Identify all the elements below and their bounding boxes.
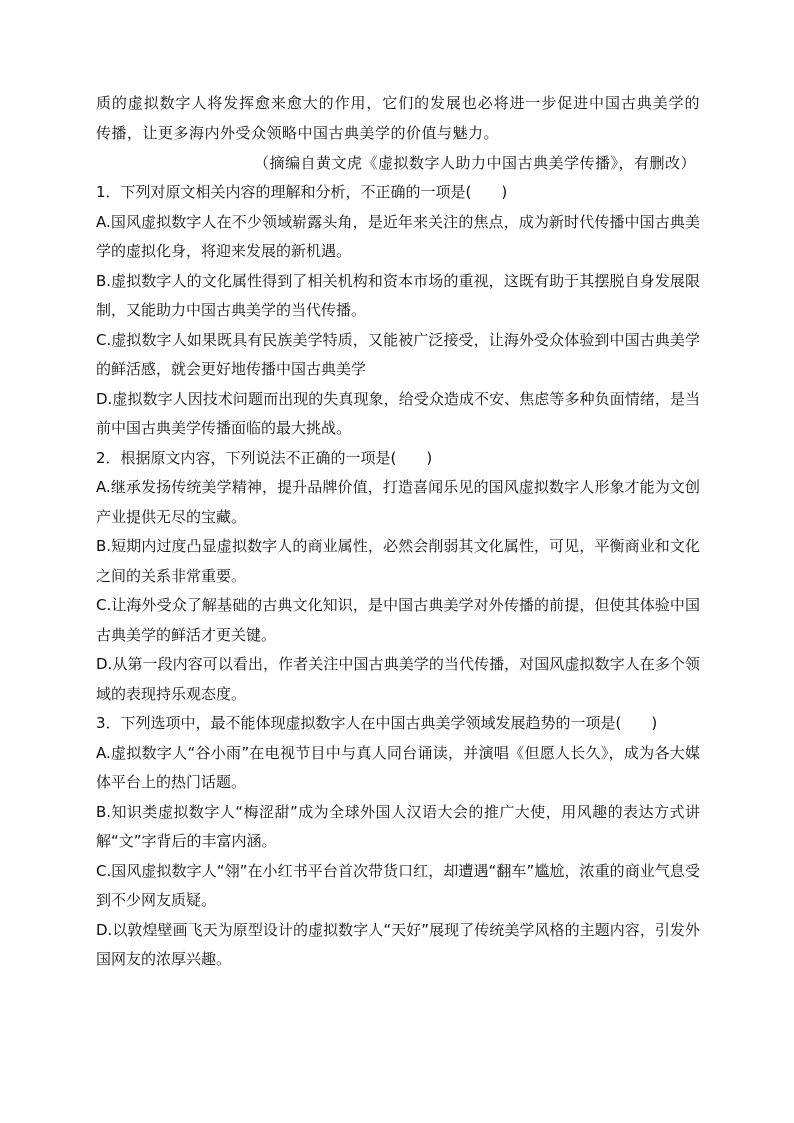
- question-2: [96, 444, 700, 710]
- option-b: B.虚拟数字人的文化属性得到了相关机构和资本市场的重视，这既有助于其摆脱自身发展限制，又能助力中国古典美学的当代传播。: [96, 271, 700, 319]
- option-d: D.虚拟数字人因技术问题而出现的失真现象，给受众造成不安、焦虑等多种负面情绪，是当前中国古典美学传播面临的最大挑战。: [96, 389, 700, 437]
- question-stem: 1．下列对原文相关内容的理解和分析，不正确的一项是( ): [96, 183, 508, 201]
- option-d: D.从第一段内容可以看出，作者关注中国古典美学的当代传播，对国风虚拟数字人在多个领域的表现持乐观态度。: [96, 655, 700, 703]
- option-c: C.虚拟数字人如果既具有民族美学特质，又能被广泛接受，让海外受众体验到中国古典美学的鲜活感，就会更好地传播中国古典美学: [96, 330, 700, 378]
- option-a: A.国风虚拟数字人在不少领域崭露头角，是近年来关注的焦点，成为新时代传播中国古典美学的虚拟化身，将迎来发展的新机遇。: [96, 212, 700, 260]
- option-a: A.继承发扬传统美学精神，提升品牌价值，打造喜闻乐见的国风虚拟数字人形象才能为文创产业提供无尽的宝藏。: [96, 478, 700, 526]
- question-stem: 2．根据原文内容，下列说法不正确的一项是( ): [96, 448, 433, 467]
- option-b: B.短期内过度凸显虚拟数字人的商业属性，必然会削弱其文化属性，可见，平衡商业和文化之间的关系非常重要。: [96, 537, 700, 585]
- question-1: [96, 178, 700, 444]
- option-b: B.知识类虚拟数字人“梅涩甜”成为全球外国人汉语大会的推广大使，用风趣的表达方式讲解“文”字背后的丰富内涵。: [96, 802, 700, 850]
- passage-paragraph: 质的虚拟数字人将发挥愈来愈大的作用，它们的发展也必将进一步促进中国古典美学的传播，让更多海内外受众领略中国古典美学的价值与魅力。: [96, 94, 700, 142]
- option-c: C.让海外受众了解基础的古典文化知识，是中国古典美学对外传播的前提，但使其体验中国古典美学的鲜活才更关键。: [96, 596, 700, 644]
- question-3: [96, 709, 700, 975]
- document-page: [96, 88, 700, 975]
- option-c: C.国风虚拟数字人“翎”在小红书平台首次带货口红，却遭遇“翻车”尴尬，浓重的商业气息受到不少网友质疑。: [96, 861, 700, 909]
- option-d: D.以敦煌壁画飞天为原型设计的虚拟数字人“天好”展现了传统美学风格的主题内容，引发外国网友的浓厚兴趣。: [96, 920, 700, 968]
- option-a: A.虚拟数字人“谷小雨”在电视节目中与真人同台诵读，并演唱《但愿人长久》，成为各大媒体平台上的热门话题。: [96, 743, 700, 791]
- question-stem: 3．下列选项中，最不能体现虚拟数字人在中国古典美学领域发展趋势的一项是( ): [96, 714, 658, 732]
- passage-source: （摘编自黄文虎《虚拟数字人助力中国古典美学传播》，有删改）: [253, 154, 696, 172]
